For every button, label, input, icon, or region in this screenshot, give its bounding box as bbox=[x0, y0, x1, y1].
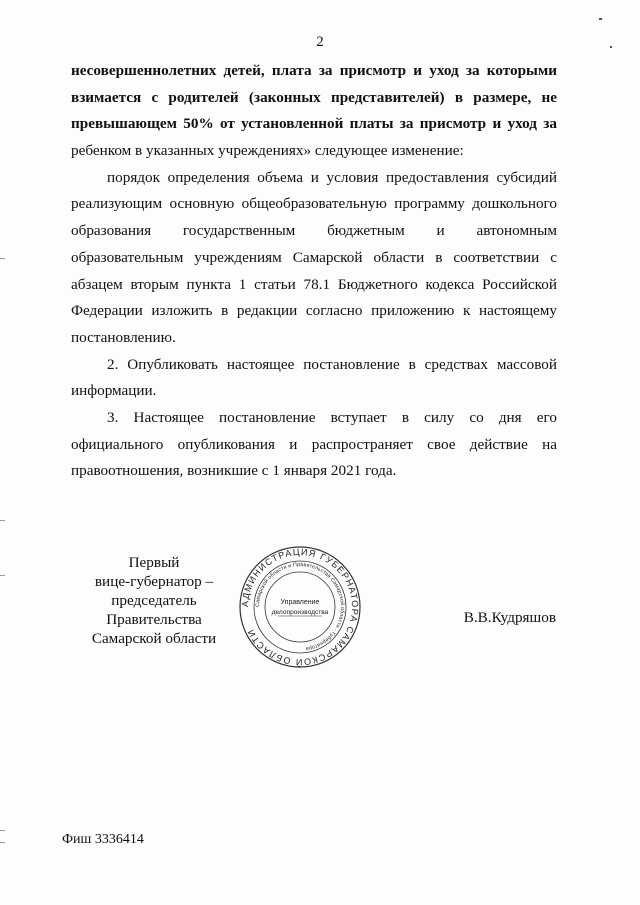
text-line: превышающем 50% от установленной платы за присмотр и уход за bbox=[71, 115, 557, 133]
signatory-title-line: председатель Правительства bbox=[106, 592, 202, 628]
signatory-title bbox=[64, 553, 244, 648]
scan-speck bbox=[610, 46, 612, 48]
text-line: образовательным учреждениям Самарской области в соответствии с bbox=[71, 248, 557, 266]
scan-edge-mark bbox=[0, 520, 5, 521]
text-line: информации. bbox=[71, 382, 157, 400]
text-line: порядок определения объема и условия предоставления субсидий bbox=[107, 168, 557, 186]
stamp-center-line2: делопроизводства bbox=[271, 609, 329, 616]
text-line: Федерации изложить в редакции согласно приложению к настоящему bbox=[71, 302, 557, 320]
text-line: постановлению. bbox=[71, 328, 176, 346]
svg-text:Самарской области и Правительс bbox=[255, 562, 346, 652]
text-line: несовершеннолетних детей, плата за присмотр и уход за которыми bbox=[71, 62, 557, 79]
page-number: 2 bbox=[316, 34, 324, 50]
scan-edge-mark bbox=[0, 842, 5, 843]
text-line: 2. Опубликовать настоящее постановление в средствах массовой bbox=[107, 355, 557, 373]
official-seal-stamp bbox=[238, 545, 362, 669]
text-line: 3. Настоящее постановление вступает в силу со дня его bbox=[107, 408, 557, 426]
scan-edge-mark bbox=[0, 575, 5, 576]
scan-edge-mark bbox=[0, 830, 5, 831]
stamp-outer-text: АДМИНИСТРАЦИЯ ГУБЕРНАТОРА САМАРСКОЙ ОБЛАСТИ bbox=[239, 546, 361, 668]
text-line: абзацем вторым пункта 1 статьи 78.1 Бюджетного кодекса Российской bbox=[71, 275, 557, 293]
signatory-title-line: Первый bbox=[128, 554, 180, 571]
text-line: правоотношения, возникшие с 1 января 2021 года. bbox=[71, 462, 397, 480]
stamp-center-line1: Управление bbox=[280, 599, 320, 606]
signatory-name: В.В.Кудряшов bbox=[463, 609, 556, 626]
signatory-title-line: Самарской области bbox=[91, 630, 217, 647]
text-line: реализующим основную общеобразовательную программу дошкольного bbox=[71, 195, 557, 213]
document-body bbox=[71, 58, 557, 485]
text-line: взимается с родителей (законных представителей) в размере, не bbox=[71, 88, 557, 106]
scan-edge-mark bbox=[0, 258, 5, 259]
stamp-inner-text: Самарской области и Правительства Самарской области · Губернатора bbox=[254, 561, 346, 652]
document-code: Фиш 3336414 bbox=[62, 832, 144, 847]
scan-speck bbox=[599, 18, 602, 20]
text-line: образования государственным бюджетным и автономным bbox=[71, 222, 557, 240]
signatory-title-line: вице-губернатор – bbox=[94, 573, 214, 590]
text-line: ребенком в указанных учреждениях» следующее изменение: bbox=[71, 142, 464, 160]
text-line: официального опубликования и распространяет свое действие на bbox=[71, 435, 557, 453]
